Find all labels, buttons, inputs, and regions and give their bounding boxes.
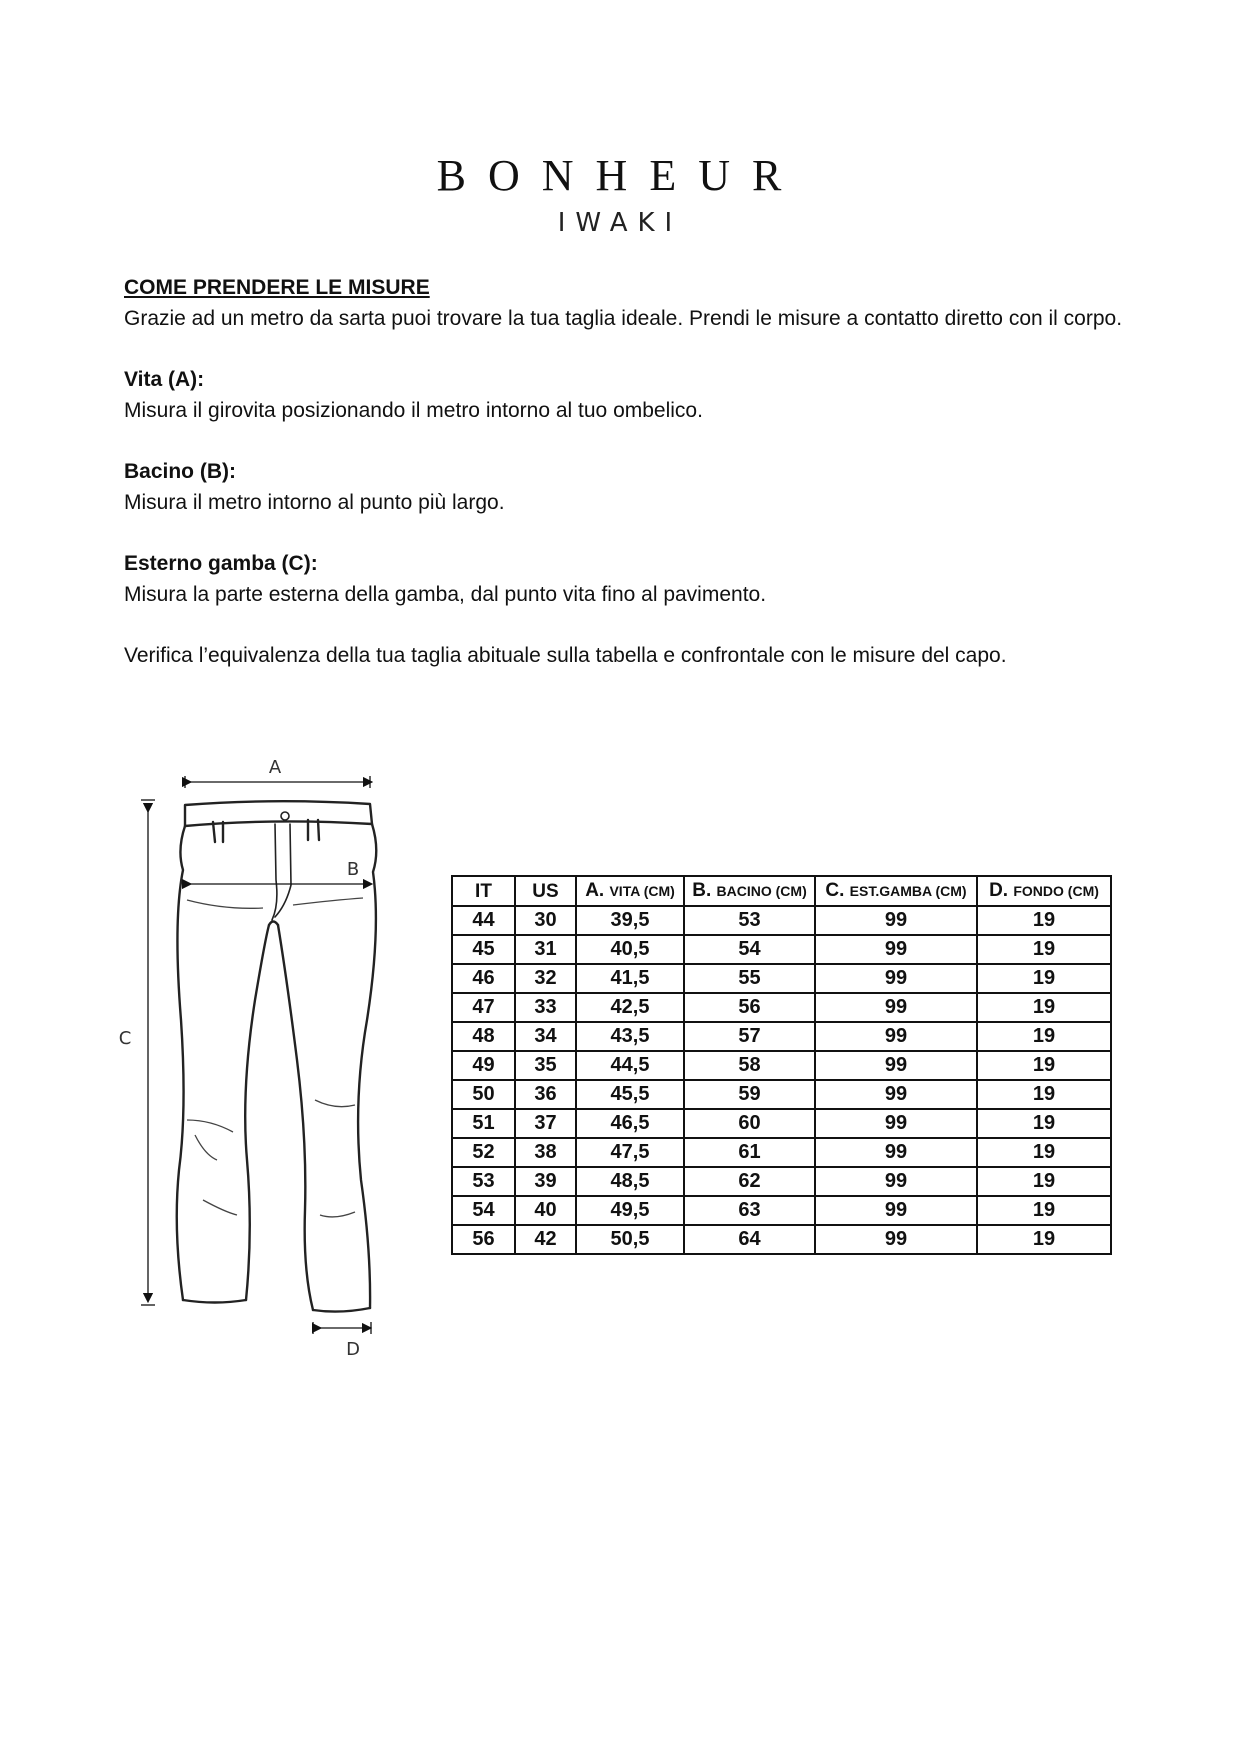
table-cell: 32 — [515, 964, 576, 993]
table-row — [452, 964, 1111, 993]
table-cell: 52 — [452, 1138, 515, 1167]
table-cell: 39,5 — [576, 906, 684, 935]
table-cell: 19 — [977, 993, 1111, 1022]
table-cell: 35 — [515, 1051, 576, 1080]
header-it: IT — [452, 876, 515, 906]
brand-name: BONHEUR — [436, 151, 804, 200]
table-cell: 61 — [684, 1138, 815, 1167]
table-cell: 99 — [815, 993, 977, 1022]
section-text-hips: Misura il metro intorno al punto più largo. — [124, 491, 505, 514]
table-cell: 57 — [684, 1022, 815, 1051]
table-cell: 45 — [452, 935, 515, 964]
table-cell: 64 — [684, 1225, 815, 1254]
header-us: US — [515, 876, 576, 906]
table-cell: 49,5 — [576, 1196, 684, 1225]
table-cell: 19 — [977, 1080, 1111, 1109]
table-row — [452, 1022, 1111, 1051]
table-cell: 43,5 — [576, 1022, 684, 1051]
table-cell: 48 — [452, 1022, 515, 1051]
section-heading-waist: Vita (A): — [124, 368, 205, 391]
table-cell: 54 — [684, 935, 815, 964]
table-cell: 99 — [815, 1138, 977, 1167]
table-cell: 63 — [684, 1196, 815, 1225]
table-cell: 54 — [452, 1196, 515, 1225]
table-cell: 60 — [684, 1109, 815, 1138]
table-cell: 51 — [452, 1109, 515, 1138]
table-cell: 48,5 — [576, 1167, 684, 1196]
header-hips: B. BACINO (CM) — [684, 876, 815, 906]
table-row — [452, 1225, 1111, 1254]
table-cell: 55 — [684, 964, 815, 993]
table-row — [452, 1167, 1111, 1196]
table-cell: 19 — [977, 964, 1111, 993]
table-cell: 19 — [977, 1167, 1111, 1196]
label-a: A — [268, 757, 282, 778]
table-cell: 19 — [977, 1051, 1111, 1080]
table-cell: 50,5 — [576, 1225, 684, 1254]
table-header-row — [452, 876, 1111, 906]
table-cell: 42 — [515, 1225, 576, 1254]
table-row — [452, 1051, 1111, 1080]
table-cell: 46,5 — [576, 1109, 684, 1138]
label-d: D — [346, 1339, 360, 1360]
table-cell: 56 — [452, 1225, 515, 1254]
table-cell: 99 — [815, 964, 977, 993]
table-cell: 19 — [977, 906, 1111, 935]
table-row — [452, 1080, 1111, 1109]
intro-text: Grazie ad un metro da sarta puoi trovare la tua taglia ideale. Prendi le misure a contatto diretto con il corpo. — [124, 307, 1123, 330]
table-cell: 99 — [815, 1109, 977, 1138]
table-cell: 31 — [515, 935, 576, 964]
section-heading-leg: Esterno gamba (C): — [124, 552, 318, 575]
table-row — [452, 1138, 1111, 1167]
table-cell: 34 — [515, 1022, 576, 1051]
table-cell: 59 — [684, 1080, 815, 1109]
table-cell: 47,5 — [576, 1138, 684, 1167]
table-cell: 47 — [452, 993, 515, 1022]
header-leg: C. EST.GAMBA (CM) — [815, 876, 977, 906]
table-cell: 50 — [452, 1080, 515, 1109]
table-cell: 19 — [977, 1109, 1111, 1138]
table-cell: 99 — [815, 1196, 977, 1225]
size-table — [451, 875, 1112, 1255]
table-cell: 40 — [515, 1196, 576, 1225]
table-row — [452, 906, 1111, 935]
table-row — [452, 993, 1111, 1022]
table-cell: 44 — [452, 906, 515, 935]
label-c: C — [118, 1028, 132, 1049]
table-cell: 19 — [977, 1225, 1111, 1254]
table-cell: 53 — [452, 1167, 515, 1196]
table-cell: 33 — [515, 993, 576, 1022]
table-cell: 45,5 — [576, 1080, 684, 1109]
table-cell: 56 — [684, 993, 815, 1022]
table-cell: 19 — [977, 1196, 1111, 1225]
table-cell: 36 — [515, 1080, 576, 1109]
label-b: B — [346, 859, 360, 880]
table-cell: 46 — [452, 964, 515, 993]
table-row — [452, 1196, 1111, 1225]
table-cell: 19 — [977, 1138, 1111, 1167]
table-cell: 44,5 — [576, 1051, 684, 1080]
table-cell: 41,5 — [576, 964, 684, 993]
table-cell: 19 — [977, 1022, 1111, 1051]
table-cell: 58 — [684, 1051, 815, 1080]
table-cell: 38 — [515, 1138, 576, 1167]
table-cell: 42,5 — [576, 993, 684, 1022]
table-row — [452, 935, 1111, 964]
table-cell: 40,5 — [576, 935, 684, 964]
table-cell: 53 — [684, 906, 815, 935]
table-cell: 99 — [815, 935, 977, 964]
instructions — [124, 272, 1124, 671]
section-heading-hips: Bacino (B): — [124, 460, 236, 483]
table-cell: 99 — [815, 1225, 977, 1254]
table-cell: 49 — [452, 1051, 515, 1080]
table-cell: 99 — [815, 1022, 977, 1051]
table-cell: 19 — [977, 935, 1111, 964]
table-cell: 99 — [815, 906, 977, 935]
table-cell: 37 — [515, 1109, 576, 1138]
table-row — [452, 1109, 1111, 1138]
section-text-leg: Misura la parte esterna della gamba, dal punto vita fino al pavimento. — [124, 583, 767, 606]
note-text: Verifica l’equivalenza della tua taglia abituale sulla tabella e confrontale con le misure del capo. — [124, 644, 1007, 667]
table-cell: 99 — [815, 1167, 977, 1196]
main-heading: COME PRENDERE LE MISURE — [124, 276, 430, 299]
table-cell: 62 — [684, 1167, 815, 1196]
table-cell: 99 — [815, 1051, 977, 1080]
table-cell: 30 — [515, 906, 576, 935]
table-cell: 99 — [815, 1080, 977, 1109]
section-text-waist: Misura il girovita posizionando il metro intorno al tuo ombelico. — [124, 399, 703, 422]
trousers-diagram — [115, 757, 405, 1360]
header-hem: D. FONDO (CM) — [977, 876, 1111, 906]
brand-subtitle: IWAKI — [557, 208, 683, 238]
header-waist: A. VITA (CM) — [576, 876, 684, 906]
table-cell: 39 — [515, 1167, 576, 1196]
